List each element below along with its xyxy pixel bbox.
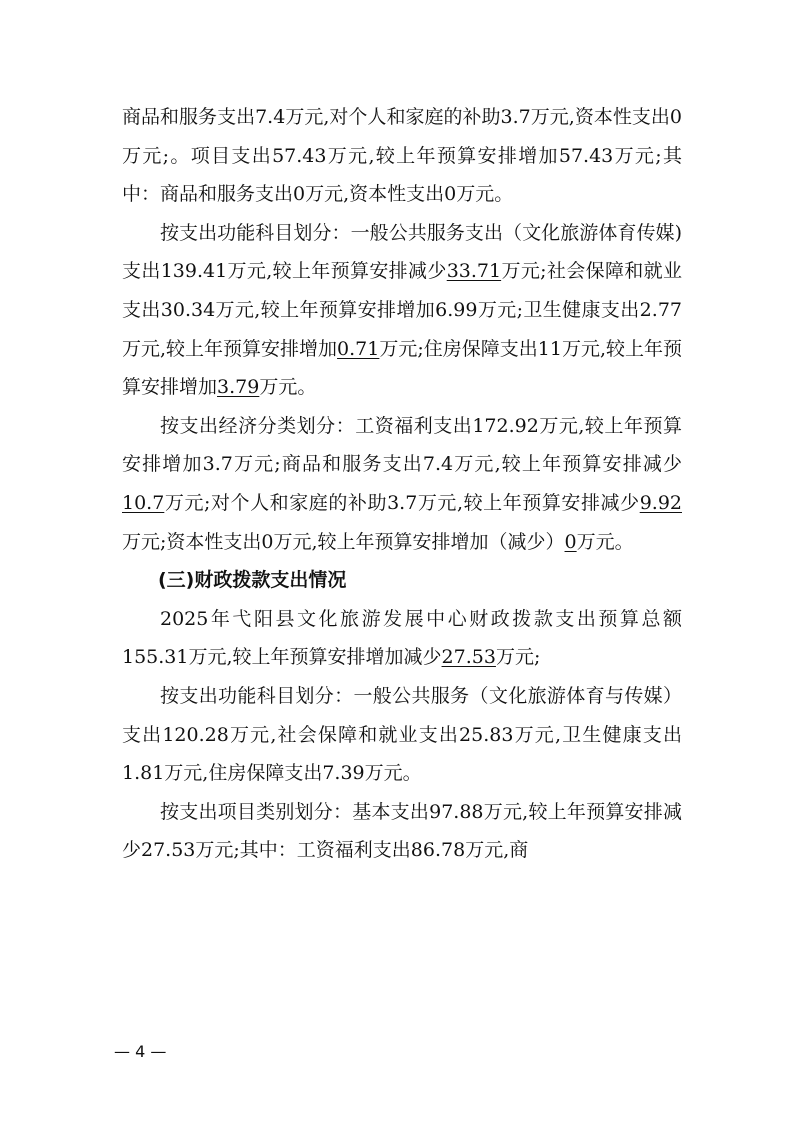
paragraph-text: 2025年弋阳县文化旅游发展中心财政拨款支出预算总额155.31万元,较上年预算安排增加减少 — [122, 607, 682, 669]
paragraph-expenditure-continued — [122, 98, 682, 214]
paragraph-text: 按支出项目类别划分：基本支出97.88万元,较上年预算安排减少27.53万元;其中：工资福利支出86.78万元,商 — [122, 800, 682, 862]
paragraph-text: 万元;资本性支出0万元,较上年预算安排增加（减少） — [122, 530, 565, 553]
page-number: — 4 — — [114, 1042, 167, 1061]
paragraph-text: 商品和服务支出7.4万元,对个人和家庭的补助3.7万元,资本性支出0万元;。项目支出57.43万元,较上年预算安排增加57.43万元;其中：商品和服务支出0万元,资本性支出0万元。 — [122, 106, 682, 206]
underlined-value: 27.53 — [441, 646, 496, 669]
underlined-value: 9.92 — [639, 491, 682, 514]
paragraph-text: 按支出经济分类划分：工资福利支出172.92万元,较上年预算安排增加3.7万元;商品和服务支出7.4万元,较上年预算安排减少 — [122, 414, 682, 476]
underlined-value: 33.71 — [446, 260, 502, 283]
underlined-value: 3.79 — [217, 376, 260, 399]
paragraph-text: 按支出功能科目划分：一般公共服务（文化旅游体育与传媒）支出120.28万元,社会保障和就业支出25.83万元,卫生健康支出1.81万元,住房保障支出7.39万元。 — [122, 684, 682, 785]
paragraph-text: 万元;住房保障支出11万元,较上年预算安排增加 — [122, 337, 682, 399]
paragraph-economic-classification — [122, 407, 682, 561]
underlined-value: 0.71 — [337, 337, 380, 360]
paragraph-text: 万元。 — [259, 376, 317, 399]
paragraph-fiscal-total — [122, 600, 682, 677]
paragraph-text: 按支出功能科目划分：一般公共服务支出（文化旅游体育传媒)支出139.41万元,较上年预算安排减少 — [122, 221, 682, 283]
paragraph-text: 万元;对个人和家庭的补助3.7万元,较上年预算安排减少 — [164, 491, 640, 514]
paragraph-text: 万元; — [495, 646, 541, 669]
underlined-value: 10.7 — [122, 491, 165, 514]
document-body — [122, 98, 682, 870]
paragraph-fiscal-functional — [122, 677, 682, 793]
paragraph-text: 万元;社会保障和就业支出30.34万元,较上年预算安排增加6.99万元;卫生健康支出2.77万元,较上年预算安排增加 — [122, 260, 682, 360]
paragraph-text: 万元。 — [576, 530, 634, 553]
paragraph-fiscal-project-category — [122, 793, 682, 870]
paragraph-functional-classification — [122, 214, 682, 407]
section-heading: (三)财政拨款支出情况 — [158, 569, 347, 592]
underlined-value: 0 — [564, 530, 577, 553]
